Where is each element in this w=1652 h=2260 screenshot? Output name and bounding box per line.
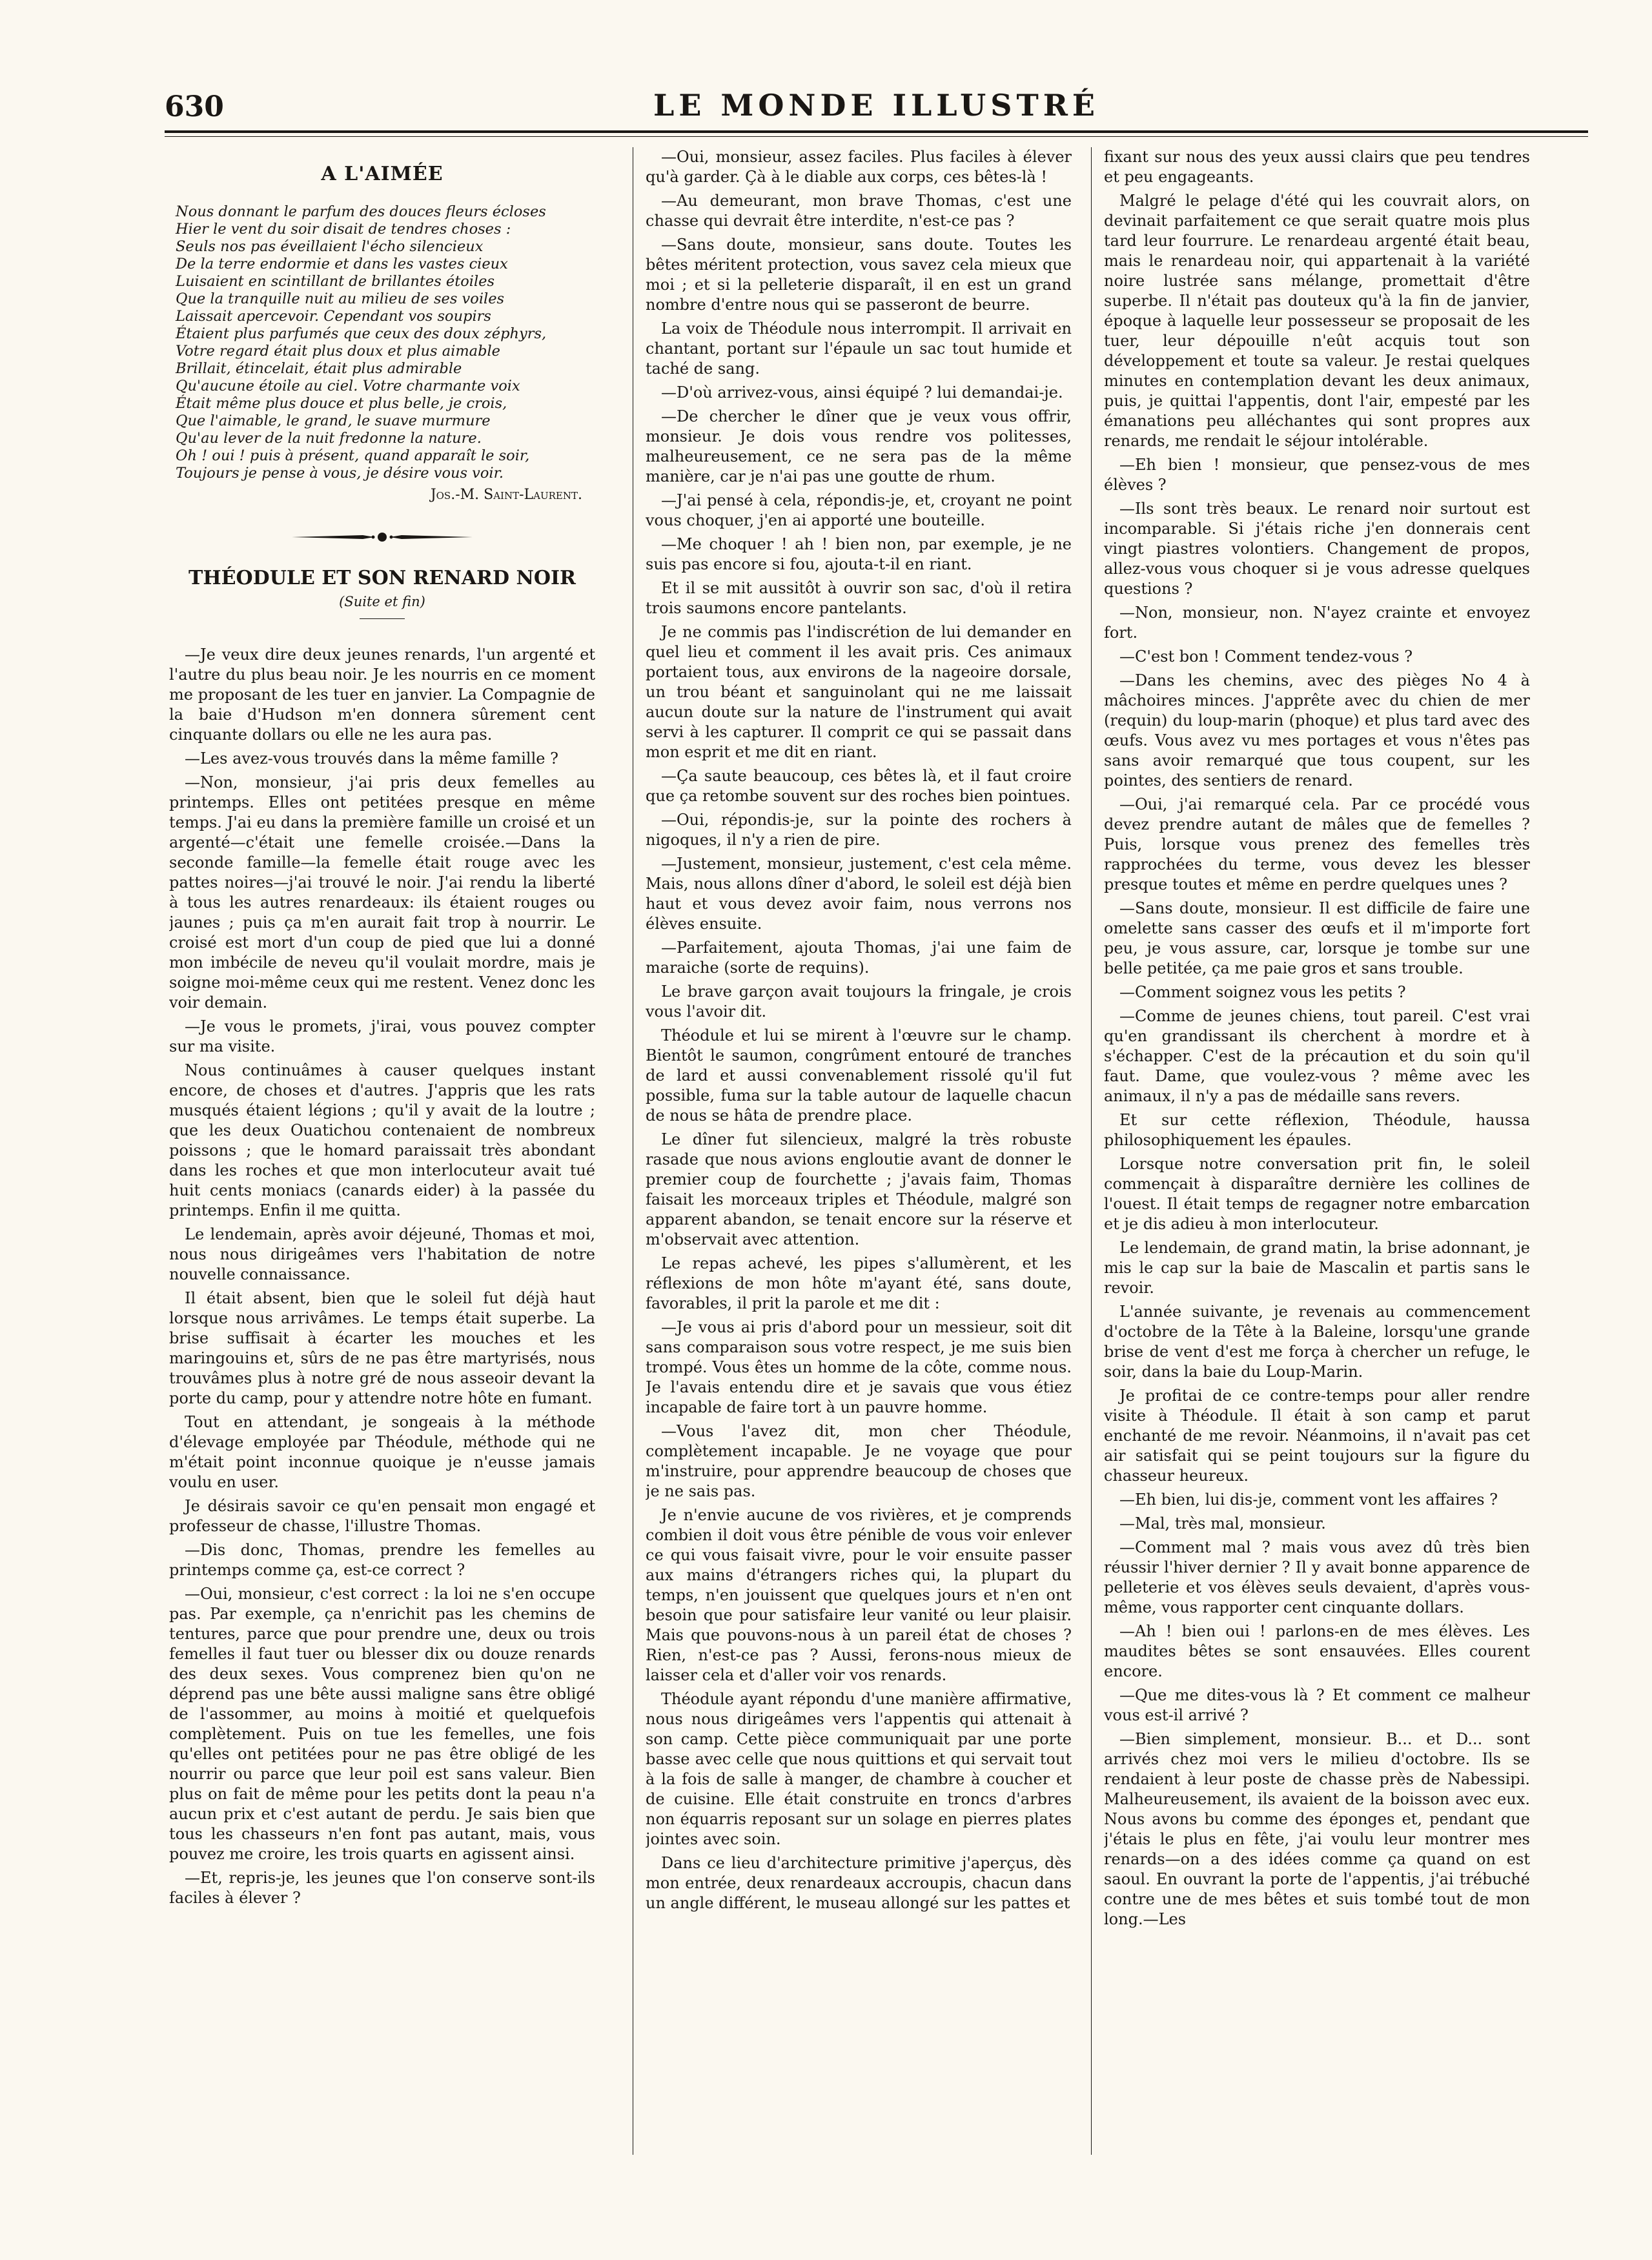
paragraph: Je désirais savoir ce qu'en pensait mon engagé et professeur de chasse, l'illustre Thomas. [169, 1497, 595, 1535]
paragraph: —Non, monsieur, j'ai pris deux femelles au printemps. Elles ont petitées presque en même temps. J'ai eu dans la première famille un croisé et un argenté—c'était une femelle croisée.—Dans la seconde famille—la femelle était rouge avec les pattes noires—j'ai trouvé le noir. J'ai rendu la liberté à tous les autres renardeaux: ils étaient rouges ou jaunes ; puis ça m'en aurait fait trop à nourrir. Le croisé est mort d'un coup de pied que lui a donné mon imbécile de neveu qu'il voulait mordre, mais je soigne moi-même ceux qui me restent. Venez donc les voir demain. [169, 773, 595, 1012]
paragraph: Tout en attendant, je songeais à la méthode d'élevage employée par Théodule, méthode qui ne m'était point inconnue quoique je n'eusse jamais voulu en user. [169, 1413, 595, 1491]
paragraph: —Ah ! bien oui ! parlons-en de mes élèves. Les maudites bêtes se sont ensauvées. Elles courent encore. [1104, 1622, 1530, 1680]
poem-signature: Jos.-M. Saint-Laurent. [430, 487, 582, 503]
paragraph: —Oui, répondis-je, sur la pointe des rochers à nigoques, il n'y a rien de pire. [646, 811, 1072, 849]
poem-line: Qu'aucune étoile au ciel. Votre charmante voix [176, 378, 520, 394]
paragraph: Le dîner fut silencieux, malgré la très robuste rasade que nous avions engloutie avant de donner le premier coup de fourchette ; j'avais faim, Thomas faisait les morceaux triples et Théodule, malgré son apparent abandon, se tenait encore sur la réserve et m'observait avec attention. [646, 1130, 1072, 1248]
story-subtitle: (Suite et fin) [339, 594, 425, 609]
paragraph: —Vous l'avez dit, mon cher Théodule, complètement incapable. Je ne voyage que pour m'instruire, pour apprendre beaucoup de choses que je ne sais pas. [646, 1422, 1072, 1500]
poem-line: Laissait apercevoir. Cependant vos soupirs [176, 308, 491, 325]
poem-body [176, 203, 595, 482]
paragraph: —Parfaitement, ajouta Thomas, j'ai une faim de maraiche (sorte de requins). [646, 939, 1072, 977]
paragraph: —Eh bien, lui dis-je, comment vont les affaires ? [1119, 1491, 1498, 1509]
paragraph: —Dans les chemins, avec des pièges No 4 à mâchoires minces. J'apprête avec du chien de mer (requin) du loup-marin (phoque) et plus tard avec des œufs. Vous avez vu mes portages et vous n'êtes pas sans avoir remarqué que tous coupent, sur les pointes, des sentiers de renard. [1104, 671, 1530, 789]
paragraph: —Sans doute, monsieur, sans doute. Toutes les bêtes méritent protection, vous savez cela mieux que moi ; et si la pelleterie disparaît, il en est un grand nombre d'entre nous qui se passeront de beurre. [646, 236, 1072, 314]
paragraph: —Oui, monsieur, assez faciles. Plus faciles à élever qu'à garder. Çà à le diable aux corps, ces bêtes-là ! [646, 148, 1072, 186]
poem-line: Toujours je pense à vous, je désire vous voir. [176, 465, 504, 482]
paragraph: Dans ce lieu d'architecture primitive j'aperçus, dès mon entrée, deux renardeaux accroupis, chacun dans un angle différent, le museau allongé sur les pattes et [646, 1854, 1072, 1912]
paragraph: —Justement, monsieur, justement, c'est cela même. Mais, nous allons dîner d'abord, le soleil est déjà bien haut et vous devez avoir faim, nous verrons nos élèves ensuite. [646, 855, 1072, 933]
paragraph: —C'est bon ! Comment tendez-vous ? [1119, 647, 1413, 666]
poem-title: A L'AIMÉE [321, 163, 444, 185]
column-divider [1091, 147, 1092, 2155]
paragraph: —Eh bien ! monsieur, que pensez-vous de mes élèves ? [1104, 456, 1530, 494]
paragraph: Le lendemain, après avoir déjeuné, Thomas et moi, nous nous dirigeâmes vers l'habitation de notre nouvelle connaissance. [169, 1225, 595, 1283]
paragraph: —Comment soignez vous les petits ? [1119, 983, 1406, 1001]
ornament-divider [285, 529, 479, 545]
paragraph: —De chercher le dîner que je veux vous offrir, monsieur. Je dois vous rendre vos politesses, malheureusement, ce ne sera pas de la même manière, car je n'ai pas une goutte de rhum. [646, 407, 1072, 485]
column-3 [1104, 147, 1530, 2155]
paragraph: —Me choquer ! ah ! bien non, par exemple, je ne suis pas encore si fou, ajouta-t-il en riant. [646, 535, 1072, 573]
poem-line: Luisaient en scintillant de brillantes étoiles [176, 273, 495, 290]
column-2-body [646, 147, 1072, 1913]
paragraph: L'année suivante, je revenais au commencement d'octobre de la Tête à la Baleine, lorsqu'une grande brise de vent d'est me força à chercher un refuge, le soir, dans la baie du Loup-Marin. [1104, 1303, 1530, 1381]
paragraph: —Comme de jeunes chiens, tout pareil. C'est vrai qu'en grandissant ils cherchent à mordre et à s'échapper. C'est de la précaution et du soin qu'il faut. Dame, que voulez-vous ? même avec les animaux, il n'y a pas de médaille sans revers. [1104, 1007, 1530, 1105]
column-3-body [1104, 147, 1530, 1929]
paragraph: Malgré le pelage d'été qui les couvrait alors, on devinait parfaitement ce que serait quatre mois plus tard leur fourrure. Le renardeau argenté était beau, mais le renardeau noir, qui appartenait à la variété noire lustrée sans mélange, promettait d'être superbe. Il n'était pas douteux qu'à la fin de janvier, époque à laquelle leur possesseur se proposait de les tuer, leur dépouille n'eût acquis tout son développement et toute sa valeur. Je restai quelques minutes en contemplation devant les deux animaux, puis, je quittai l'appentis, dont l'air, empesté par les émanations peu alléchantes qui sont propres aux renards, me rendait le séjour intolérable. [1104, 192, 1530, 450]
poem-line: Que la tranquille nuit au milieu de ses voiles [176, 290, 505, 307]
paragraph: —Ça saute beaucoup, ces bêtes là, et il faut croire que ça retombe souvent sur des roches bien pointues. [646, 767, 1072, 805]
paragraph: —Oui, j'ai remarqué cela. Par ce procédé vous devez prendre autant de mâles que de femelles ? Puis, lorsque vous prenez des femelles très rapprochées du terme, vous devez les blesser presque toutes et même en perdre quelques unes ? [1104, 795, 1530, 893]
paragraph: Je ne commis pas l'indiscrétion de lui demander en quel lieu et comment il les avait pris. Ces animaux portaient tous, aux environs de la nageoire dorsale, un trou béant et sanguinolant qui ne me laissait aucun doute sur la nature de l'instrument qui avait servi à les capturer. Il comprit ce qui se passait dans mon esprit et me dit en riant. [646, 623, 1072, 761]
paragraph: —Oui, monsieur, c'est correct : la loi ne s'en occupe pas. Par exemple, ça n'enrichit pas les chemins de tentures, parce que pour prendre une, deux ou trois femelles il faut tuer ou blesser dix ou douze renards des deux sexes. Vous comprenez bien qu'on ne déprend pas une bête aussi maligne sans être obligé de l'assommer, au moins à moitié et quelquefois complètement. Puis on tue les femelles, une fois qu'elles ont petitées pour ne pas être obligé de les nourrir ou parce que leur poil est sans valeur. Bien plus on fait de même pour les petits dont la peau n'a aucun prix et c'est autant de perdu. Je sais bien que tous les chasseurs n'en font pas autant, mais, vous pouvez me croire, les trois quarts en agissent ainsi. [169, 1585, 595, 1863]
poem-line: Nous donnant le parfum des douces fleurs écloses [176, 203, 546, 220]
title-rule [360, 618, 405, 619]
paragraph: —Les avez-vous trouvés dans la même famille ? [185, 749, 558, 768]
paragraph: —Non, monsieur, non. N'ayez crainte et envoyez fort. [1104, 604, 1530, 642]
paragraph: Le brave garçon avait toujours la fringale, je crois vous l'avoir dit. [646, 982, 1072, 1021]
column-1 [169, 147, 595, 2155]
paragraph: Je profitai de ce contre-temps pour aller rendre visite à Théodule. Il était à son camp et parut enchanté de me revoir. Néanmoins, il n'avait pas cet air satisfait qui se peint toujours sur la figure du chasseur heureux. [1104, 1387, 1530, 1485]
page-number: 630 [165, 90, 224, 123]
poem-line: Hier le vent du soir disait de tendres choses : [176, 221, 511, 238]
paragraph: Le lendemain, de grand matin, la brise adonnant, je mis le cap sur la baie de Mascalin et partis sans le revoir. [1104, 1239, 1530, 1297]
paragraph: —Et, repris-je, les jeunes que l'on conserve sont-ils faciles à élever ? [169, 1869, 595, 1907]
paragraph: —Au demeurant, mon brave Thomas, c'est une chasse qui devrait être interdite, n'est-ce pas ? [646, 192, 1072, 230]
paragraph: —Je vous ai pris d'abord pour un messieur, soit dit sans comparaison sous votre respect, je me suis bien trompé. Vous êtes un homme de la côte, comme nous. Je l'avais entendu dire et je savais que vous étiez incapable de faire tort à un pauvre homme. [646, 1318, 1072, 1416]
poem-line: Seuls nos pas éveillaient l'écho silencieux [176, 238, 484, 255]
poem-line: Oh ! oui ! puis à présent, quand apparaît le soir, [176, 447, 530, 464]
poem-line: Brillait, étincelait, était plus admirable [176, 360, 462, 377]
paragraph: Nous continuâmes à causer quelques instant encore, de choses et d'autres. J'appris que les rats musqués étaient légions ; qu'il y avait de la loutre ; que les deux Ouatichou contenaient de nombreux poissons ; que le homard paraissait très abondant dans les roches et que mon interlocuteur avait tué huit cents moniacs (canards eider) à la passée du printemps. Enfin il me quitta. [169, 1061, 595, 1219]
paragraph: Théodule et lui se mirent à l'œuvre sur le champ. Bientôt le saumon, congrûment entouré de tranches de lard et aussi convenablement rissolé qu'il fut possible, fuma sur la table autour de laquelle chacun de nous se hâta de prendre place. [646, 1026, 1072, 1125]
column-2 [646, 147, 1072, 2155]
column-1-body [169, 645, 595, 1908]
page-header [165, 90, 1588, 136]
paragraph: —Ils sont très beaux. Le renard noir surtout est incomparable. Si j'étais riche j'en donnerais cent vingt piastres volontiers. Changement de propos, allez-vous vous choquer si je vous adresse quelques questions ? [1104, 500, 1530, 598]
poem-line: Était même plus douce et plus belle, je crois, [176, 395, 507, 412]
paragraph: —J'ai pensé à cela, répondis-je, et, croyant ne point vous choquer, j'en ai apporté une bouteille. [646, 491, 1072, 529]
poem-line: Que l'aimable, le grand, le suave murmure [176, 412, 491, 429]
poem-line: Étaient plus parfumés que ceux des doux zéphyrs, [176, 325, 547, 342]
paragraph: Il était absent, bien que le soleil fut déjà haut lorsque nous arrivâmes. Le temps était superbe. La brise suffisait à écarter les mouches et les maringouins et, sûrs de ne pas être martyrisés, nous trouvâmes plus à notre gré de nous asseoir devant la porte du camp, pour y attendre notre hôte en fumant. [169, 1289, 595, 1407]
paragraph: —Bien simplement, monsieur. B... et D... sont arrivés chez moi vers le milieu d'octobre. Ils se rendaient à leur poste de chasse près de Nabessipi. Malheureusement, ils avaient de la boisson avec eux. Nous avons bu comme des éponges et, pendant que j'étais le plus en fête, j'ai voulu leur montrer mes renards—on a des idées comme ça quand on est saoul. En ouvrant la porte de l'appentis, j'ai trébuché contre une de mes bêtes et suis tombé tout de mon long.—Les [1104, 1730, 1530, 1928]
paragraph: fixant sur nous des yeux aussi clairs que peu tendres et peu engageants. [1104, 148, 1530, 186]
poem-line: De la terre endormie et dans les vastes cieux [176, 256, 508, 272]
paragraph: La voix de Théodule nous interrompit. Il arrivait en chantant, portant sur l'épaule un sac tout humide et taché de sang. [646, 320, 1072, 378]
poem-line: Votre regard était plus doux et plus aimable [176, 343, 500, 360]
paragraph: Et il se mit aussitôt à ouvrir son sac, d'où il retira trois saumons encore pantelants. [646, 579, 1072, 617]
paragraph: —Sans doute, monsieur. Il est difficile de faire une omelette sans casser des œufs et il m'importe fort peu, je vous assure, car, lorsque je tombe sur une belle petitée, ça me paie gros et sans trouble. [1104, 899, 1530, 977]
paragraph: Le repas achevé, les pipes s'allumèrent, et les réflexions de mon hôte m'ayant été, sans doute, favorables, il prit la parole et me dit : [646, 1254, 1072, 1312]
paragraph: Théodule ayant répondu d'une manière affirmative, nous nous dirigeâmes vers l'appentis qui attenait à son camp. Cette pièce communiquait par une porte basse avec celle que nous quittions et qui servait tout à la fois de salle à manger, de chambre à coucher et de cuisine. Elle était construite en troncs d'arbres non équarris reposant sur un solage en pierres plates jointes avec soin. [646, 1690, 1072, 1848]
paragraph: —D'où arrivez-vous, ainsi équipé ? lui demandai-je. [661, 383, 1063, 402]
paragraph: —Je veux dire deux jeunes renards, l'un argenté et l'autre du plus beau noir. Je les nourris en ce moment me proposant de les tuer en janvier. La Compagnie de la baie d'Hudson m'en donnera sûrement cent cinquante dollars ou elle ne les aura pas. [169, 646, 595, 744]
paragraph: Lorsque notre conversation prit fin, le soleil commençait à disparaître dernière les collines de l'ouest. Il était temps de regagner notre embarcation et je dis adieu à mon interlocuteur. [1104, 1155, 1530, 1233]
paragraph: —Mal, très mal, monsieur. [1119, 1514, 1326, 1532]
story-title: THÉODULE ET SON RENARD NOIR [189, 567, 576, 589]
paragraph: —Dis donc, Thomas, prendre les femelles au printemps comme ça, est-ce correct ? [169, 1541, 595, 1579]
paragraph: —Je vous le promets, j'irai, vous pouvez compter sur ma visite. [169, 1017, 595, 1055]
paragraph: Je n'envie aucune de vos rivières, et je comprends combien il doit vous être pénible de vous voir enlever ce qui vous faisait vivre, pour le voir ensuite passer aux mains d'étrangers riches qui, la plupart du temps, n'en jouissent que quelques jours et n'en ont besoin que pour satisfaire leur vanité ou leur plaisir. Mais que pouvons-nous à un pareil état de choses ? Rien, n'est-ce pas ? Aussi, ferons-nous mieux de laisser cela et d'aller voir vos renards. [646, 1506, 1072, 1684]
header-rule-thick [165, 130, 1588, 133]
header-rule-thin [165, 136, 1588, 137]
masthead-title: LE MONDE ILLUSTRÉ [653, 88, 1099, 123]
paragraph: —Comment mal ? mais vous avez dû très bien réussir l'hiver dernier ? Il y avait bonne apparence de pelleterie et vos élèves seuls devaient, d'après vous-même, vous rapporter cent cinquante dollars. [1104, 1538, 1530, 1616]
paragraph: Et sur cette réflexion, Théodule, haussa philosophiquement les épaules. [1104, 1111, 1530, 1149]
poem-line: Qu'au lever de la nuit fredonne la nature. [176, 430, 482, 447]
paragraph: —Que me dites-vous là ? Et comment ce malheur vous est-il arrivé ? [1104, 1686, 1530, 1724]
